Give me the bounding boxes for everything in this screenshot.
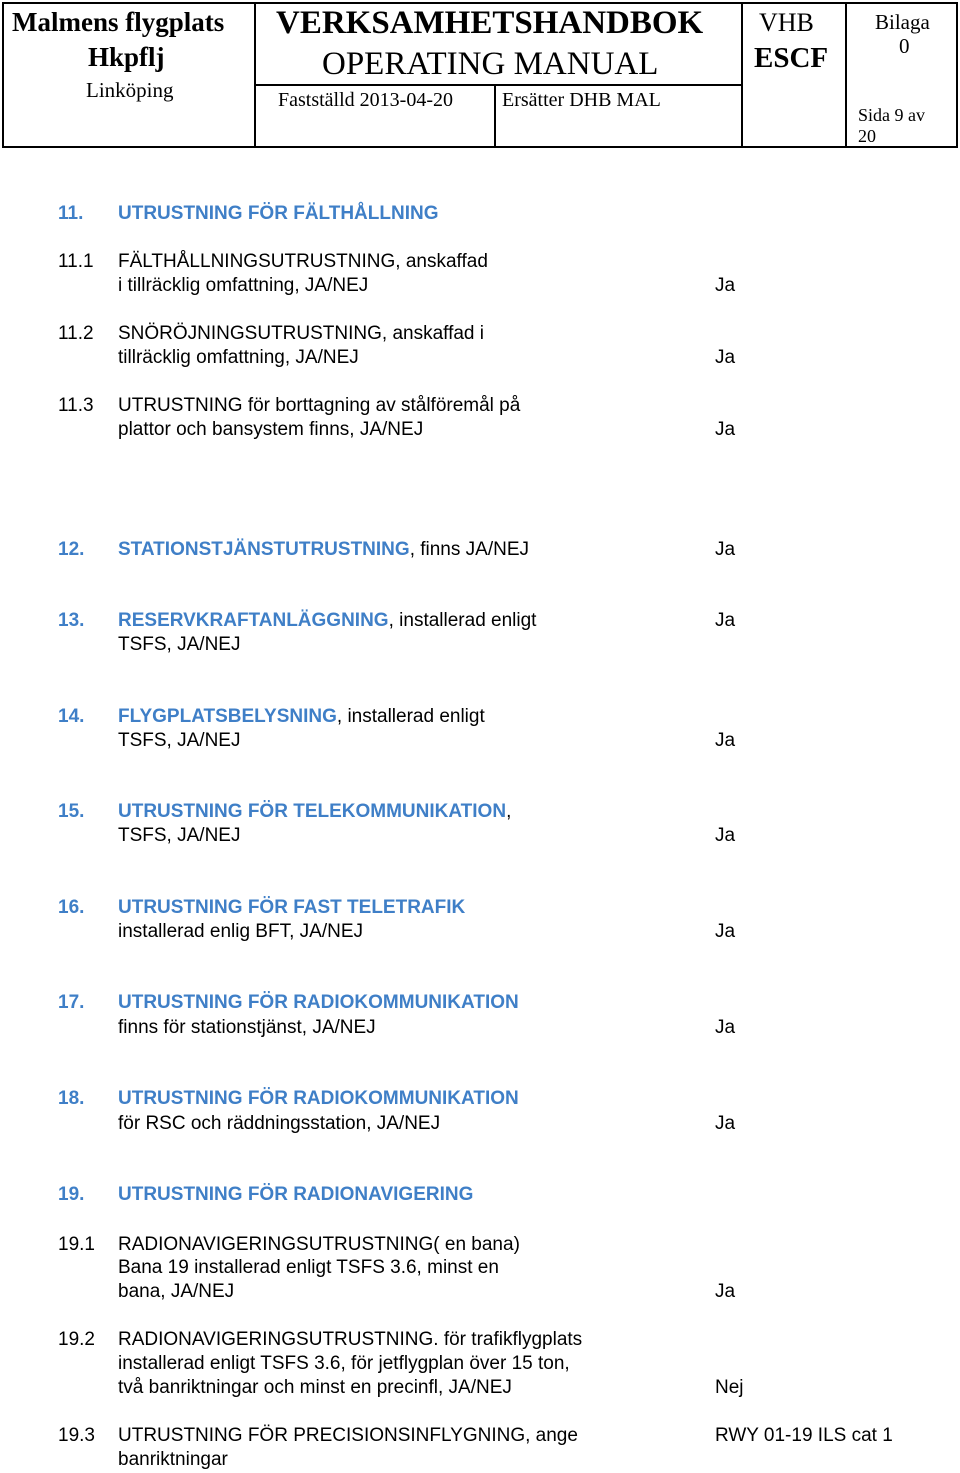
item-number: 19.2 — [58, 1329, 95, 1350]
item-answer: Nej — [715, 1377, 744, 1398]
item-heading: UTRUSTNING FÖR RADIOKOMMUNIKATION — [118, 992, 519, 1013]
item-line: FÄLTHÅLLNINGSUTRUSTNING, anskaffad — [118, 251, 488, 272]
item-line: SNÖRÖJNINGSUTRUSTNING, anskaffad i — [118, 323, 485, 344]
item-answer: Ja — [715, 419, 736, 440]
item-answer: Ja — [715, 1281, 736, 1302]
item-number: 12. — [58, 539, 85, 560]
item-heading: UTRUSTNING FÖR TELEKOMMUNIKATION — [118, 801, 507, 822]
item-line: UTRUSTNING för borttagning av stålföremål på — [118, 395, 521, 416]
item-number: 14. — [58, 706, 85, 727]
item-line: UTRUSTNING FÖR PRECISIONSINFLYGNING, ange — [118, 1425, 578, 1446]
item-line: installerad enligt TSFS 3.6, för jetflygplan över 15 ton, — [118, 1353, 570, 1374]
item-number: 16. — [58, 897, 85, 918]
item-line — [118, 896, 465, 920]
item-text: , installerad enligt — [336, 706, 485, 727]
doc-code-sub: ESCF — [754, 42, 829, 74]
item-line: TSFS, JA/NEJ — [118, 634, 241, 655]
item-answer: Ja — [715, 730, 736, 751]
item-line: TSFS, JA/NEJ — [118, 730, 241, 751]
replaces-doc: Ersätter DHB MAL — [502, 89, 661, 111]
item-number: 15. — [58, 801, 85, 822]
item-number: 18. — [58, 1088, 85, 1109]
item-number: 11. — [58, 203, 84, 224]
item-answer: Ja — [715, 921, 736, 942]
item-line — [118, 705, 485, 729]
doc-subtitle: OPERATING MANUAL — [322, 46, 659, 82]
org-location: Linköping — [86, 78, 174, 102]
item-line: TSFS, JA/NEJ — [118, 825, 241, 846]
annex-label: Bilaga — [875, 10, 930, 34]
item-line — [118, 202, 439, 226]
item-number: 13. — [58, 610, 85, 631]
item-heading: UTRUSTNING FÖR RADIOKOMMUNIKATION — [118, 1088, 519, 1109]
item-answer: RWY 01-19 ILS cat 1 — [715, 1425, 893, 1446]
item-heading: UTRUSTNING FÖR FAST TELETRAFIK — [118, 897, 466, 918]
org-unit: Hkpflj — [88, 42, 165, 72]
item-text: , installerad enligt — [388, 610, 537, 631]
item-answer: Ja — [715, 275, 736, 296]
item-line: RADIONAVIGERINGSUTRUSTNING( en bana) — [118, 1234, 520, 1255]
item-heading: RESERVKRAFTANLÄGGNING — [118, 610, 389, 631]
annex-value: 0 — [899, 34, 910, 58]
item-answer: Ja — [715, 539, 736, 560]
item-answer: Ja — [715, 825, 736, 846]
item-line: tillräcklig omfattning, JA/NEJ — [118, 347, 359, 368]
item-number: 11.2 — [58, 323, 94, 344]
item-heading: UTRUSTNING FÖR RADIONAVIGERING — [118, 1184, 474, 1205]
item-line: RADIONAVIGERINGSUTRUSTNING. för trafikflygplats — [118, 1329, 583, 1350]
item-number: 19.1 — [58, 1234, 95, 1255]
item-line: Bana 19 installerad enligt TSFS 3.6, minst en — [118, 1257, 499, 1278]
item-heading: FLYGPLATSBELYSNING — [118, 706, 337, 727]
item-number: 19.3 — [58, 1425, 95, 1446]
item-line: finns för stationstjänst, JA/NEJ — [118, 1017, 376, 1038]
org-name: Malmens flygplats — [12, 7, 225, 37]
page-total: 20 — [858, 126, 876, 146]
item-line — [118, 800, 511, 824]
item-line — [118, 991, 519, 1015]
item-line — [118, 609, 536, 633]
doc-code: VHB — [759, 8, 814, 37]
item-line — [118, 1183, 473, 1207]
item-number: 17. — [58, 992, 85, 1013]
item-line: installerad enlig BFT, JA/NEJ — [118, 921, 363, 942]
item-line: två banriktningar och minst en precinfl, JA/NEJ — [118, 1377, 512, 1398]
item-answer: Ja — [715, 347, 736, 368]
item-line — [118, 538, 529, 562]
item-number: 11.1 — [58, 251, 94, 272]
item-line — [118, 1087, 519, 1111]
item-answer: Ja — [715, 610, 736, 631]
item-answer: Ja — [715, 1017, 736, 1038]
item-text: , finns JA/NEJ — [409, 539, 530, 560]
item-line: banriktningar — [118, 1449, 228, 1470]
item-number: 19. — [58, 1184, 85, 1205]
established-date: Fastställd 2013-04-20 — [278, 89, 453, 111]
item-line: för RSC och räddningsstation, JA/NEJ — [118, 1113, 441, 1134]
item-line: plattor och bansystem finns, JA/NEJ — [118, 419, 424, 440]
item-answer: Ja — [715, 1113, 736, 1134]
item-heading: UTRUSTNING FÖR FÄLTHÅLLNING — [118, 203, 439, 224]
doc-title: VERKSAMHETSHANDBOK — [276, 5, 704, 41]
item-heading: STATIONSTJÄNSTUTRUSTNING — [118, 539, 410, 560]
item-line: bana, JA/NEJ — [118, 1281, 235, 1302]
item-text: , — [506, 801, 512, 822]
item-line: i tillräcklig omfattning, JA/NEJ — [118, 275, 369, 296]
item-number: 11.3 — [58, 395, 94, 416]
page-number: Sida 9 av — [858, 105, 925, 125]
